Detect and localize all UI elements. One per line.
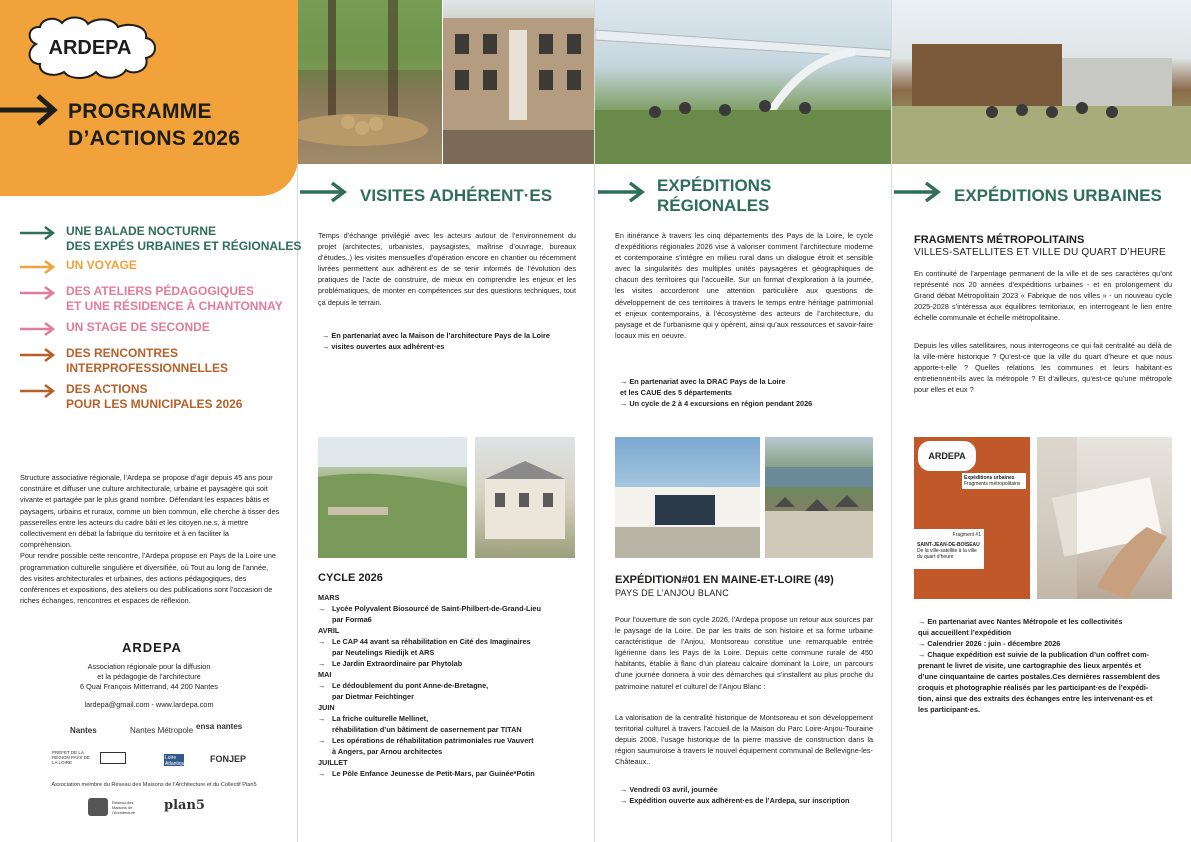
address: 6 Quai François Mitterrand, 44 200 Nantes xyxy=(80,682,218,691)
partner-logo-fonjep: FONJEP xyxy=(210,754,247,764)
logo-text: ARDEPA xyxy=(48,37,132,59)
photo-forest-visit xyxy=(298,0,442,164)
toc-label: DES ACTIONS POUR LES MUNICIPALES 2026 xyxy=(66,382,243,411)
title-line-1: PROGRAMME xyxy=(68,100,212,123)
bullet-text: En partenariat avec Nantes Métropole et les collectivités qui accueillent l’expédition xyxy=(918,617,1123,637)
cycle-item xyxy=(318,735,583,757)
arrow-icon: → xyxy=(620,785,630,794)
section-title-visites: VISITES ADHÉRENT·ES xyxy=(360,186,553,205)
cover-place-sub: De la ville-satellite à la ville du quart d’heure xyxy=(917,548,977,560)
arrow-right-icon xyxy=(20,260,56,274)
cover-fragment-box xyxy=(914,529,984,569)
urbaines-body-2: Depuis les villes satellitaires, nous interrogeons ce qui fait centralité au délà de la ville-mère historique ? Qu’est-ce que la ville du quart d’heure et que nous apporte-t-elle ? Quelles relations les communes et leurs habitant·es entretiennent-ils avec la métropole ? Et d’ailleurs, qu’est-ce qu’une métropole pour elles et eux ? xyxy=(914,341,1172,395)
page-title xyxy=(68,98,240,152)
assoc-line: et la pédagogie de l’architecture xyxy=(97,672,201,681)
expedition-body-1: Pour l’ouverture de son cycle 2026, l’Ardepa propose un retour aux sources par le paysage de la Loire. De par les traits de son histoire et sa forme urbaine caractéristique de l’Anjou, Montsoreau constitue une remarquable entrée ligérienne dans les Pays de la Loire. Depuis cette commune rurale de 450 habitants, établie à flanc d’un plateau calcaire dominant la Loire, un parcours d’une journée donnera à voir des démarches qui s’installent au plus proche du patrimoine naturel et culturel de l’Anjou Blanc : xyxy=(615,615,873,691)
cycle-item xyxy=(318,603,583,625)
bullet-item xyxy=(918,638,1176,649)
arrow-icon: → xyxy=(318,659,326,668)
toc-item xyxy=(20,224,301,254)
partner-logo-prefet: PRÉFET DE LA RÉGION PAYS DE LA LOIRE xyxy=(52,750,90,765)
bullet-item xyxy=(620,398,880,409)
toc-item xyxy=(20,382,242,412)
bullet-item xyxy=(620,784,880,795)
arrow-right-icon xyxy=(20,384,56,398)
cycle-item xyxy=(318,658,583,669)
bullet-text: Expédition ouverte aux adhérent·es de l’Ardepa, sur inscription xyxy=(629,796,850,805)
partner-logo-nantes-metropole: Nantes Métropole xyxy=(130,726,194,735)
assoc-line: Association régionale pour la diffusion xyxy=(87,662,211,671)
arrow-right-icon xyxy=(894,181,942,203)
photo-maison-du-parc xyxy=(615,437,760,558)
bullet-text: Vendredi 03 avril, journée xyxy=(629,785,718,794)
photo-building-render xyxy=(475,437,575,558)
photo-bridge-art xyxy=(595,0,891,164)
arrow-icon: → xyxy=(318,681,326,690)
arrow-right-icon xyxy=(20,286,56,300)
cycle-item-text: Lycée Polyvalent Biosourcé de Saint-Philbert-de-Grand-Lieu par Forma6 xyxy=(332,604,541,624)
arrow-icon: → xyxy=(318,637,326,646)
partner-logo-ensa: ensa nantes xyxy=(196,722,243,731)
title-line: RÉGIONALES xyxy=(657,196,770,215)
partner-logo-square xyxy=(100,752,126,764)
bullet-text: En partenariat avec la Maison de l’architecture Pays de la Loire xyxy=(331,331,550,340)
cycle-item-text: Le dédoublement du pont Anne-de-Bretagne, par Dietmar Feichtinger xyxy=(332,681,489,701)
partners-caption: Association membre du Réseau des Maisons de l’Architecture et du Collectif Plan5 xyxy=(51,782,257,788)
cycle-item-text: Le Jardin Extraordinaire par Phytolab xyxy=(332,659,463,668)
photo-building-art xyxy=(443,0,594,164)
section-title-urbaines: EXPÉDITIONS URBAINES xyxy=(954,186,1162,205)
toc-label: UN VOYAGE xyxy=(66,258,137,272)
cycle-item xyxy=(318,680,583,702)
title-line-2: D’ACTIONS 2026 xyxy=(68,127,241,150)
cycle-month: JUILLET xyxy=(318,758,348,767)
intro-paragraph: Pour rendre possible cette rencontre, l’Ardepa propose en Pays de la Loire une programmation culturelle singulière et diversifiée, où Tout au long de l’année, des visites architecturales et urbaines, des actions pédagogiques, des conférences et expositions, des ateliers ou des publications sont l’occasion de riches échanges, rencontres et espaces de réflexion. xyxy=(20,551,276,606)
cycle-list xyxy=(318,592,583,779)
cycle-item xyxy=(318,768,583,779)
toc-label: UNE BALADE NOCTURNE DES EXPÉS URBAINES ET RÉGIONALES xyxy=(66,224,302,253)
cycle-item-text: Le Pôle Enfance Jeunesse de Petit-Mars, par Guinée*Potin xyxy=(332,769,535,778)
photo-montsoreau xyxy=(765,437,873,558)
ardepa-logo xyxy=(22,14,162,82)
publication-cover xyxy=(914,437,1030,599)
bullet-text: Chaque expédition est suivie de la publication d’un coffret com- prenant le livret de visite, une cartographie des lieux arpentés et d’une cinquantaine de cartes postales.Ces dernières rassemblent des croquis et photographie réalisés par les participant·es de l’expédi- tion, ainsi que des extraits des échanges entre les intervenant·es et les participant·es. xyxy=(918,650,1161,714)
toc-label: DES RENCONTRES INTERPROFESSIONNELLES xyxy=(66,346,229,375)
photo-garden xyxy=(318,437,467,558)
arrow-right-icon xyxy=(20,348,56,362)
partner-logo-nantes: Nantes xyxy=(70,726,97,735)
photo-forest-visit-art xyxy=(298,0,442,164)
arrow-icon: → xyxy=(620,399,630,408)
toc-item xyxy=(20,258,137,274)
bullet-text: Calendrier 2026 : juin - décembre 2026 xyxy=(927,639,1061,648)
urbaines-body-1: En continuité de l’arpentage permanent de la ville et de ses caractères qu’ont représenté nos 20 années d’expéditions urbaines - et en prolongement du Grand débat Métropolitain 2023 « Fabrique de nos villes » - un nouveau cycle 2025-2028 s’intéressa aux équilibres territoriaux, en interrogeant le lien entre échelle communale et échelle métropolitaine. xyxy=(914,269,1172,323)
cover-subtitle: Fragments métropolitains xyxy=(964,481,1021,487)
toc-item xyxy=(20,284,283,314)
photo-bridge-visit xyxy=(595,0,891,164)
cycle-item xyxy=(318,636,583,658)
toc-item xyxy=(20,346,228,376)
cover-logo: ARDEPA xyxy=(918,441,976,471)
arrow-right-icon xyxy=(0,90,60,130)
photo-montsoreau-art xyxy=(765,437,873,558)
regionales-bullets xyxy=(620,376,880,409)
bullet-item xyxy=(918,649,1176,715)
photo-sketching xyxy=(1037,437,1172,599)
bullet-item xyxy=(620,376,880,398)
photo-garden-art xyxy=(318,437,467,558)
cover-title: Expéditions urbaines xyxy=(964,475,1015,481)
photo-render-art xyxy=(475,437,575,558)
cycle-item-text: Le CAP 44 avant sa réhabilitation en Cité des Imaginaires par Neutelings Riedijk et ARS xyxy=(332,637,531,657)
cycle-item-text: La friche culturelle Mellinet, réhabilitation d’un bâtiment de casernement par TITAN xyxy=(332,714,522,734)
arrow-right-icon xyxy=(20,322,56,336)
cycle-item-text: Les opérations de réhabilitation patrimoniales rue Vauvert à Angers, par Arnou architectes xyxy=(332,736,534,756)
footer-contact[interactable]: lardepa@gmail.com - www.lardepa.com xyxy=(84,700,214,709)
intro-paragraph: Structure associative régionale, l’Ardepa se propose d’agir depuis 45 ans pour construire et diffuser une culture architecturale, urbaine et paysagère qui soit vivante et partagée par le plus grand nombre. Défendant les espaces bâtis et paysagers, urbains et ruraux, comme un bien commun, elle cherche à tisser des passerelles entre les acteurs du cadre bâti et les citoyen.ne.s, à mettre collectivement en débat la fabrique du territoire et à en faciliter la compréhension. xyxy=(20,473,280,550)
expedition-subtitle: PAYS DE L’ANJOU BLANC xyxy=(615,588,729,598)
intro-text xyxy=(20,472,280,606)
arrow-icon: → xyxy=(918,617,928,626)
toc-item xyxy=(20,320,210,336)
toc-label: UN STAGE DE SECONDE xyxy=(66,320,210,334)
fragments-title: FRAGMENTS MÉTROPOLITAINS xyxy=(914,234,1085,246)
cycle-item xyxy=(318,713,583,735)
cycle-month: MAI xyxy=(318,670,332,679)
regionales-body: En itinérance à travers les cinq départements des Pays de la Loire, le cycle d’expéditions régionales 2026 vise à valoriser comment l’architecture moderne et contemporaine s’intègre en milieu rural dans un dialogue étroit et sensible avec la singularités des multiples unités paysagères et géographiques de chacun des territoires qui l’accueille. Sur un format d’exploration à la journée, les visites accorderont une attention particulière aux questions de développement de ces territoires à travers le temps entre héritage patrimonial et enjeux contemporains, à l’écosystème des acteurs de l’architecture, du paysage et de l’urbanisme qui y opèrent, ainsi qu’aux ressources et savoir-faire locaux mis en oeuvre. xyxy=(615,231,873,340)
fragments-subtitle: VILLES-SATELLITES ET VILLE DU QUART D’HEURE xyxy=(914,247,1166,258)
cycle-title: CYCLE 2026 xyxy=(318,572,383,584)
bullet-text: Un cycle de 2 à 4 excursions en région pendant 2026 xyxy=(629,399,813,408)
photo-sketching-art xyxy=(1037,437,1172,599)
partner-logo-mark xyxy=(88,798,108,816)
footer-logo: ARDEPA xyxy=(122,640,182,655)
arrow-icon: → xyxy=(318,736,326,745)
arrow-icon: → xyxy=(620,796,630,805)
arrow-right-icon xyxy=(20,226,56,240)
arrow-right-icon xyxy=(598,181,646,203)
bullet-item xyxy=(322,330,582,341)
title-line: EXPÉDITIONS xyxy=(657,176,772,195)
arrow-icon: → xyxy=(322,342,332,351)
photo-urban-walk xyxy=(892,0,1191,164)
urbaines-bullets xyxy=(918,616,1176,715)
arrow-icon: → xyxy=(918,639,928,648)
bullet-text: En partenariat avec la DRAC Pays de la Loire et les CAUE des 5 départements xyxy=(620,377,786,397)
arrow-right-icon xyxy=(300,181,348,203)
bullet-item xyxy=(620,795,880,806)
arrow-icon: → xyxy=(318,604,326,613)
bullet-item xyxy=(322,341,582,352)
photo-urban-art xyxy=(892,0,1191,164)
cover-place: SAINT-JEAN-DE-BOISEAU xyxy=(917,542,980,548)
visites-body: Temps d’échange privilégié avec les acteurs autour de l’environnement du projet (architectes, urbanistes, paysagistes, maîtrise d’ouvrage, bureaux d’études..) les visites mensuelles d’opération encore en chantier ou récemment livrées permettent aux adhérent·es de se tenir informés de l’évolution des pratiques de l’acte de construire, de mieux en comprendre les enjeux et les problématiques, de monter en compétences sur des questions techniques, tout ça depuis le terrain. xyxy=(318,231,576,307)
toc-label: DES ATELIERS PÉDAGOGIQUES ET UNE RÉSIDENCE À CHANTONNAY xyxy=(66,284,283,313)
arrow-icon: → xyxy=(322,331,332,340)
cycle-month: AVRIL xyxy=(318,626,340,635)
bullet-text: visites ouvertes aux adhérent·es xyxy=(331,342,445,351)
cycle-month: MARS xyxy=(318,593,340,602)
visites-bullets xyxy=(322,330,582,352)
expedition-bullets xyxy=(620,784,880,806)
photo-building-facade xyxy=(443,0,594,164)
arrow-icon: → xyxy=(918,650,928,659)
section-title-regionales xyxy=(657,176,771,216)
partner-logo-reseau: Réseau des Maisons de l’Architecture xyxy=(112,800,136,815)
cover-fragment: Fragment #1 xyxy=(952,532,981,538)
footer-association xyxy=(20,662,278,692)
cover-title-box xyxy=(962,473,1026,489)
bullet-item xyxy=(918,616,1176,638)
partner-logo-plan5: plan5 xyxy=(164,798,205,813)
expedition-body-2: La valorisation de la centralité historique de Montsoreau et son développement territorial culturel à travers l’accueil de la Maison du Parc Loire-Anjou-Touraine depuis 2008, l’usage historique de la pierre massive de construction dans la région saumuroise à travers le nouvel équipement communal de Bellevigne-les-Châteaux.. xyxy=(615,713,873,767)
expedition-title: EXPÉDITION#01 EN MAINE-ET-LOIRE (49) xyxy=(615,574,834,586)
cycle-month: JUIN xyxy=(318,703,335,712)
arrow-icon: → xyxy=(318,714,326,723)
arrow-icon: → xyxy=(318,769,326,778)
arrow-icon: → xyxy=(620,377,630,386)
partner-logo-loire-atlantique: Loire Atlantique xyxy=(165,755,188,767)
photo-maison-art xyxy=(615,437,760,558)
